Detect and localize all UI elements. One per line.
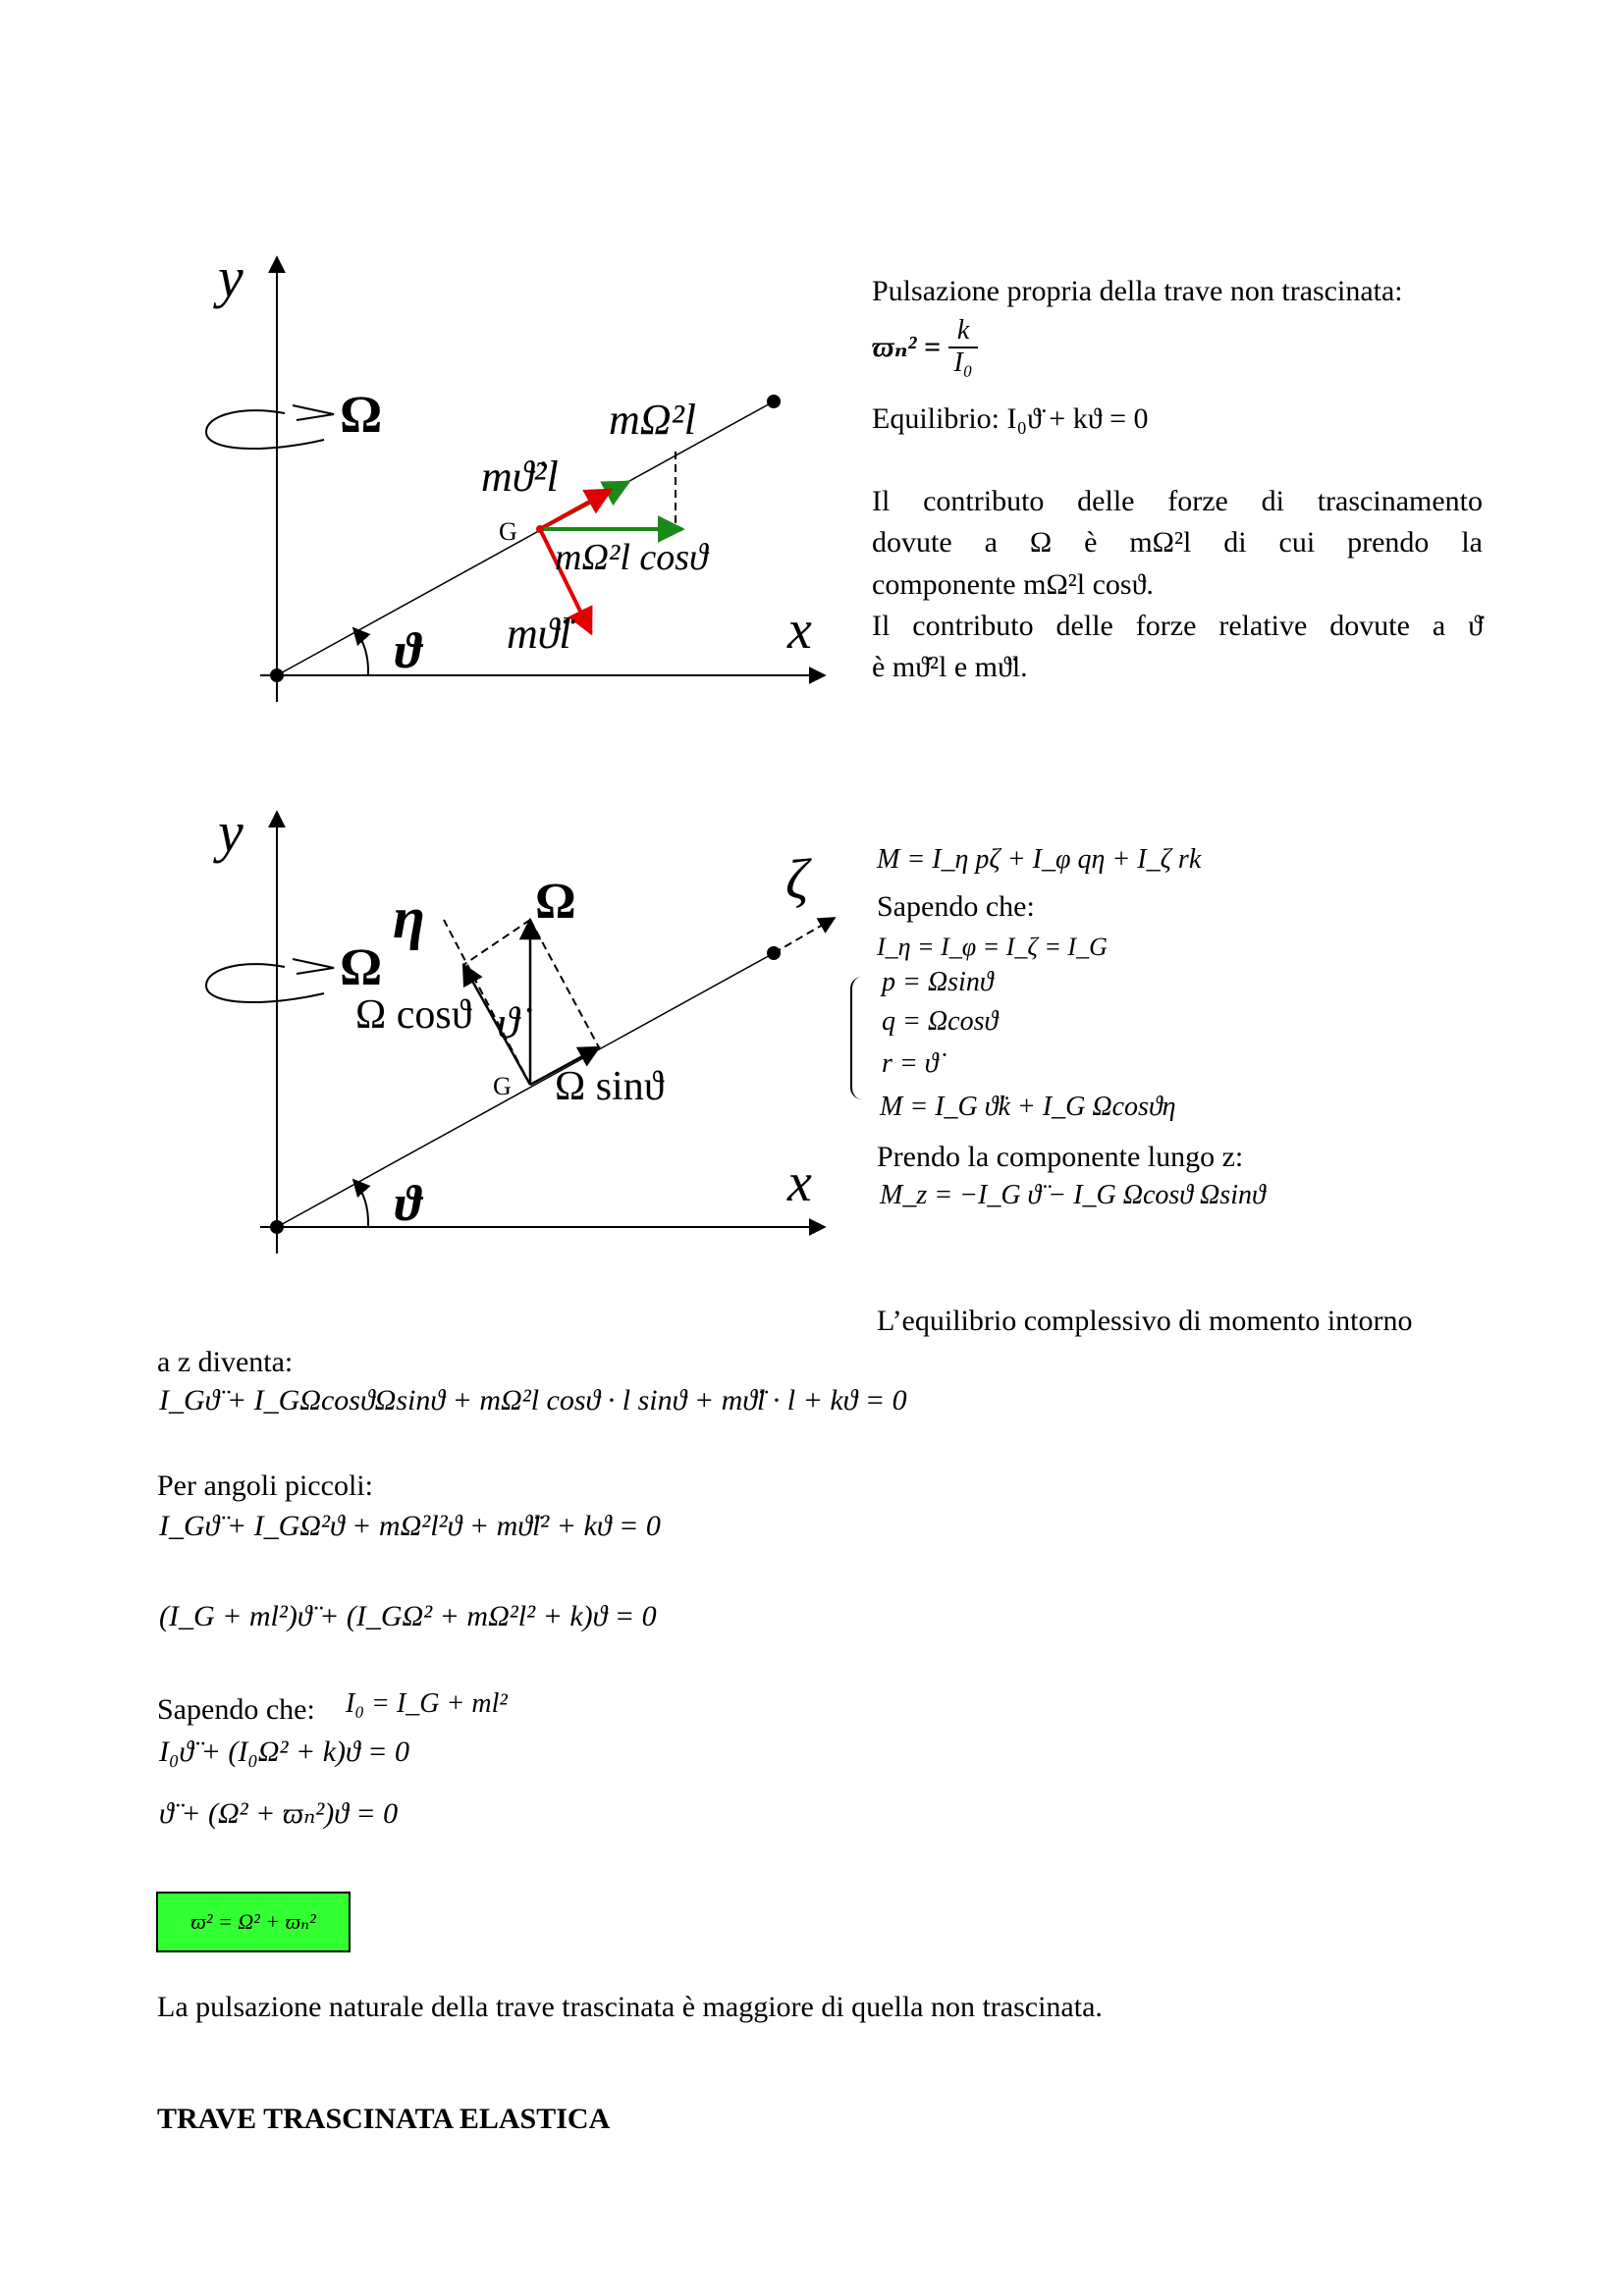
p-eq: p = Ωsinϑ	[882, 967, 994, 997]
small-angles-label: Per angoli piccoli:	[157, 1469, 373, 1502]
rotation-arrow	[206, 410, 324, 449]
omega-label: Ω	[340, 385, 383, 444]
i0-definition: I₀ = I_G + ml²	[346, 1688, 508, 1719]
m-result: M = I_G ϑ̈k + I_G Ωcosϑη	[880, 1092, 1176, 1122]
equilibrium-intro-2: a z diventa:	[157, 1346, 294, 1378]
equation-4: I₀ϑ̈ + (I₀Ω² + k)ϑ = 0	[159, 1735, 409, 1768]
equation-3: (I_G + ml²)ϑ̈ + (I_GΩ² + mΩ²l² + k)ϑ = 0	[159, 1600, 657, 1632]
result-box	[156, 1892, 351, 1952]
boxed-result: ϖ² = Ω² + ϖₙ²	[190, 1909, 316, 1934]
sapendo-label-2: Sapendo che:	[157, 1693, 315, 1726]
frac-numerator: k	[956, 315, 970, 346]
diagram-angular-velocity	[187, 800, 854, 1261]
eta-label: η	[393, 885, 425, 950]
frac-denominator: I₀	[953, 347, 973, 378]
label-mO2l: mΩ²l	[609, 396, 697, 444]
theta-label: ϑ	[395, 623, 422, 679]
equilibrium-line: Equilibrio: I₀ϑ̈ + kϑ = 0	[872, 402, 1149, 435]
zeta-label: ζ	[785, 847, 809, 911]
x-label: x	[787, 600, 812, 661]
r-eq: r = ϑ̇	[882, 1048, 939, 1079]
section-heading: TRAVE TRASCINATA ELASTICA	[157, 2103, 611, 2135]
moment-equation: M = I_η pζ + I_φ qη + I_ζ rk	[877, 844, 1202, 875]
projection-line-1	[463, 920, 530, 965]
label-mO2lcos: mΩ²l cosϑ	[555, 537, 708, 578]
diagram-beam-forces	[187, 245, 854, 717]
block1-line5: è mϑ̇²l e mϑ̈l.	[872, 651, 1028, 683]
label-mthddl: mϑ̈l	[507, 610, 571, 658]
mz-equation: M_z = −I_G ϑ̈ − I_G Ωcosϑ Ωsinϑ	[880, 1180, 1266, 1210]
label-mthd2l: mϑ̇²l	[481, 453, 559, 501]
equilibrium-intro-1: L’equilibrio complessivo di momento intorno	[877, 1305, 1413, 1337]
equation-1: I_Gϑ̈ + I_GΩcosϑΩsinϑ + mΩ²l cosϑ · l sinϑ + mϑ̈l · l + kϑ = 0	[159, 1384, 907, 1416]
o-sin-label: Ω sinϑ	[555, 1064, 665, 1109]
block1-line3: componente mΩ²l cosϑ.	[872, 568, 1154, 601]
g-label-2: G	[493, 1072, 512, 1100]
theta-label-2: ϑ	[395, 1176, 422, 1232]
angle-arc	[353, 628, 368, 675]
zeta-dashed-axis	[774, 918, 835, 953]
block1-line2: dovute a Ω è mΩ²l di cui prendo la	[872, 526, 1483, 559]
q-eq: q = Ωcosϑ	[882, 1006, 999, 1037]
projection-line-2	[530, 920, 599, 1047]
sapendo-label: Sapendo che:	[877, 890, 1035, 923]
formula-lhs: ϖₙ² =	[872, 331, 942, 364]
inertia-equality: I_η = I_φ = I_ζ = I_G	[877, 933, 1108, 961]
brace	[850, 977, 864, 1099]
equation-5: ϑ̈ + (Ω² + ϖₙ²)ϑ = 0	[159, 1797, 399, 1830]
o-cos-label: Ω cosϑ	[355, 992, 472, 1038]
block1-line4: Il contributo delle forze relative dovute a ϑ̇	[872, 610, 1483, 642]
y-label: y	[218, 245, 243, 309]
equation-2: I_Gϑ̈ + I_GΩ²ϑ + mΩ²l²ϑ + mϑ̈l² + kϑ = 0	[159, 1510, 661, 1542]
natural-frequency-formula	[872, 316, 978, 379]
block1-line1: Il contributo delle forze di trascinamento	[872, 485, 1483, 517]
prendo-label: Prendo la componente lungo z:	[877, 1141, 1244, 1173]
conclusion-text: La pulsazione naturale della trave trascinata è maggiore di quella non trascinata.	[157, 1991, 1103, 2023]
block1-title: Pulsazione propria della trave non trascinata:	[872, 275, 1403, 307]
g-label: G	[499, 517, 517, 546]
omega-vec-label: Ω	[535, 874, 576, 930]
y-label-2: y	[218, 800, 243, 864]
omega-rot-label: Ω	[340, 937, 383, 996]
theta-dot-label: ϑ̇	[497, 997, 519, 1047]
x-label-2: x	[787, 1152, 812, 1213]
